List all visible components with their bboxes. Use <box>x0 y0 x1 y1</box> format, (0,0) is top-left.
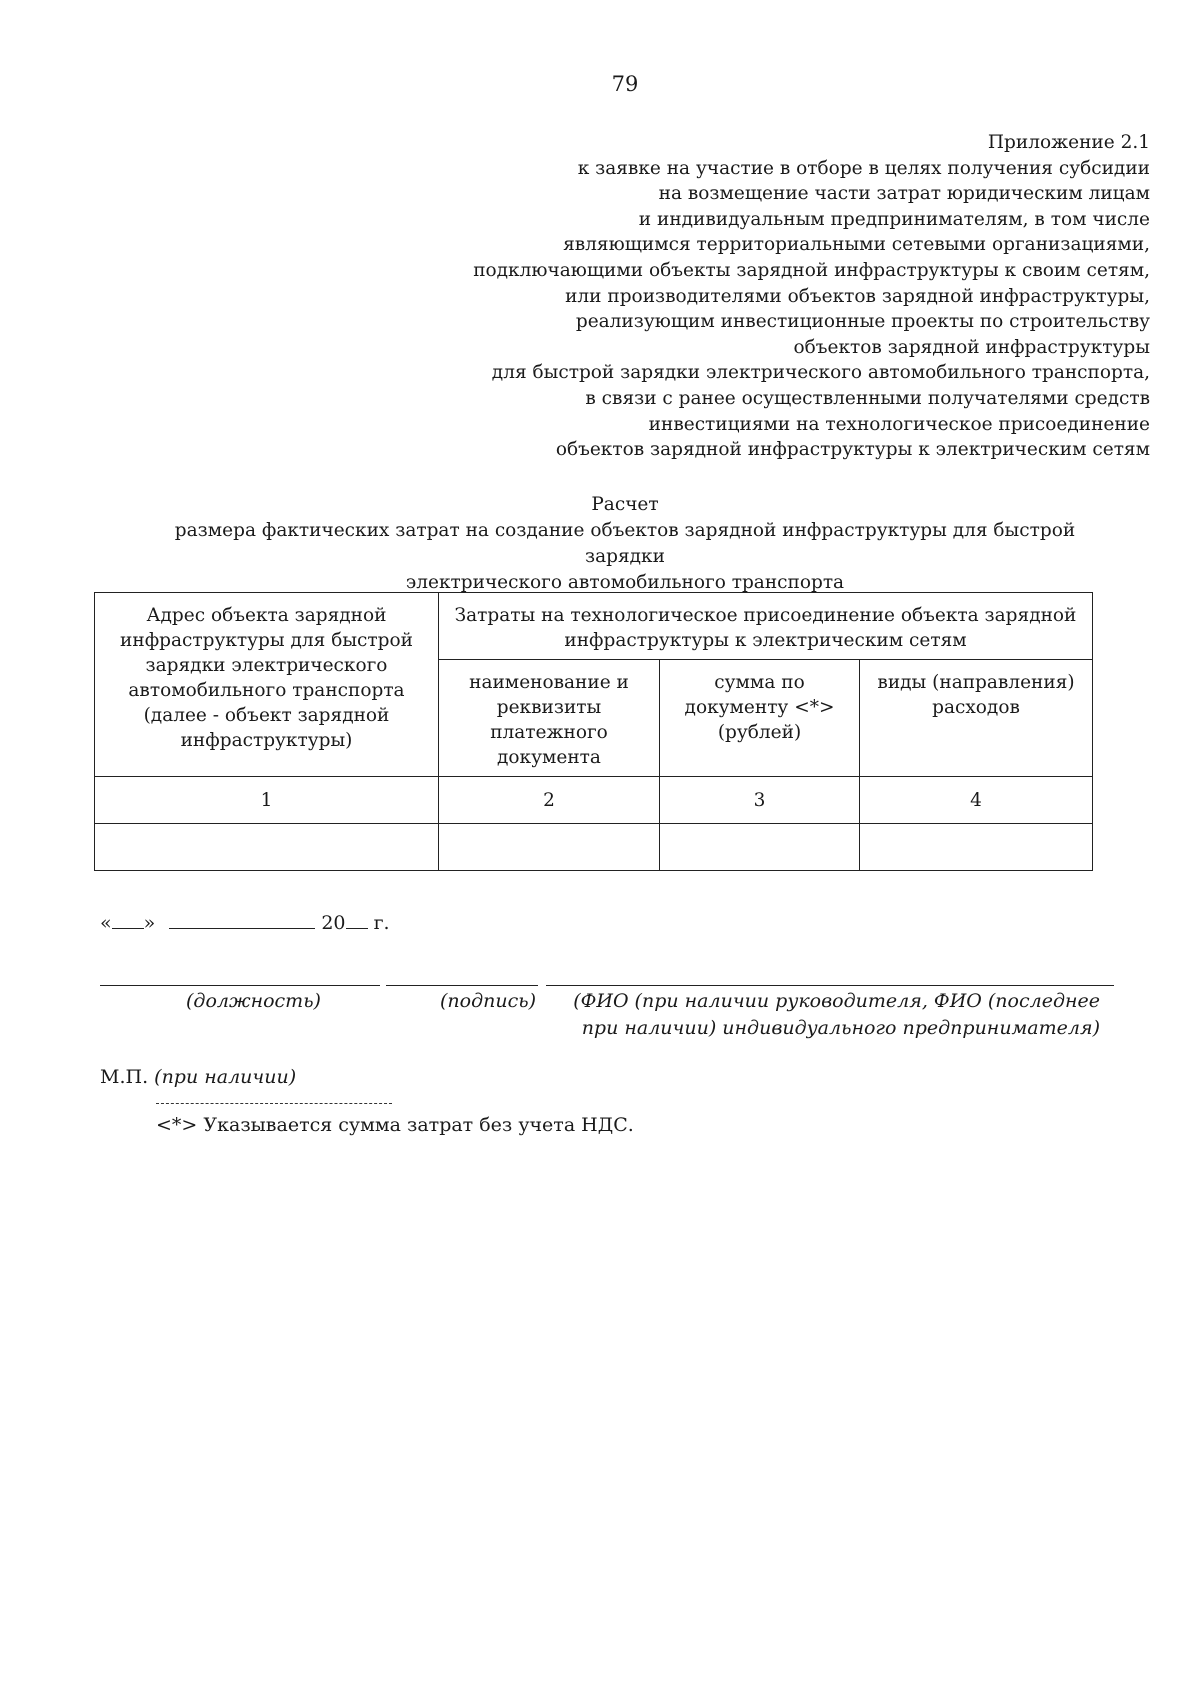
table-number-row <box>95 777 1093 824</box>
name-label-line-1: (ФИО (при наличии руководителя, ФИО (последнее <box>573 990 1100 1012</box>
year-suffix: г. <box>373 912 390 934</box>
title-heading: Расчет <box>591 494 659 515</box>
table-cell-empty[interactable] <box>860 824 1093 871</box>
column-number: 4 <box>860 777 1093 824</box>
table-header-row <box>95 593 1093 660</box>
appendix-line: подключающими объекты зарядной инфраструктуры к своим сетям, <box>473 259 1150 281</box>
column-number: 2 <box>439 777 660 824</box>
date-close-quote: » <box>143 912 156 934</box>
header-expense-types: виды (направления) расходов <box>860 660 1093 777</box>
table-cell-empty[interactable] <box>95 824 439 871</box>
appendix-line: инвестициями на технологическое присоединение <box>648 413 1150 435</box>
stamp-label: М.П. <box>100 1066 149 1088</box>
footnote: <*> Указывается сумма затрат без учета НДС. <box>156 1114 634 1136</box>
appendix-line: объектов зарядной инфраструктуры к электрическим сетям <box>555 439 1150 461</box>
position-label: (должность) <box>186 990 321 1012</box>
appendix-line: к заявке на участие в отборе в целях получения субсидии <box>577 157 1150 179</box>
appendix-line: для быстрой зарядки электрического автомобильного транспорта, <box>491 362 1150 384</box>
appendix-line: и индивидуальным предпринимателям, в том числе <box>638 208 1150 230</box>
appendix-line: реализующим инвестиционные проекты по строительству <box>575 311 1150 333</box>
day-blank[interactable] <box>112 910 144 929</box>
year-blank[interactable] <box>346 910 368 929</box>
signature-label: (подпись) <box>440 990 537 1012</box>
header-connection-costs: Затраты на технологическое присоединение объекта зарядной инфраструктуры к электрическим сетям <box>439 593 1093 660</box>
appendix-line: на возмещение части затрат юридическим лицам <box>658 183 1150 205</box>
date-open-quote: « <box>100 912 112 934</box>
signature-line[interactable] <box>386 985 538 986</box>
header-address: Адрес объекта зарядной инфраструктуры для быстрой зарядки электрического автомобильного транспорта (далее - объект зарядной инфраструктуры) <box>95 593 439 777</box>
header-amount: сумма по документу <*> (рублей) <box>660 660 860 777</box>
document-title <box>150 492 1100 596</box>
appendix-line: объектов зарядной инфраструктуры <box>793 336 1150 358</box>
appendix-line: Приложение 2.1 <box>987 132 1150 153</box>
date-line <box>100 910 390 934</box>
position-line[interactable] <box>100 985 380 986</box>
title-line-2: электрического автомобильного транспорта <box>405 572 845 593</box>
appendix-line: являющимся территориальными сетевыми организациями, <box>563 234 1150 256</box>
table-row <box>95 824 1093 871</box>
title-line-1: размера фактических затрат на создание объектов зарядной инфраструктуры для быстрой зарядки <box>174 520 1076 567</box>
month-blank[interactable] <box>169 910 315 929</box>
footnote-divider <box>156 1103 392 1104</box>
name-label <box>550 988 1100 1042</box>
table-cell-empty[interactable] <box>439 824 660 871</box>
stamp-place <box>100 1066 296 1088</box>
appendix-line: или производителями объектов зарядной инфраструктуры, <box>565 285 1150 307</box>
column-number: 3 <box>660 777 860 824</box>
appendix-header <box>390 130 1150 463</box>
name-label-line-2: при наличии) индивидуального предпринимателя) <box>581 1017 1100 1039</box>
header-payment-document: наименование и реквизиты платежного документа <box>439 660 660 777</box>
column-number: 1 <box>95 777 439 824</box>
page-number: 79 <box>611 72 639 96</box>
stamp-note: (при наличии) <box>154 1066 297 1088</box>
calculation-table <box>94 592 1093 871</box>
year-prefix: 20 <box>321 912 346 934</box>
appendix-line: в связи с ранее осуществленными получателями средств <box>585 387 1150 409</box>
name-line[interactable] <box>546 985 1114 986</box>
table-cell-empty[interactable] <box>660 824 860 871</box>
